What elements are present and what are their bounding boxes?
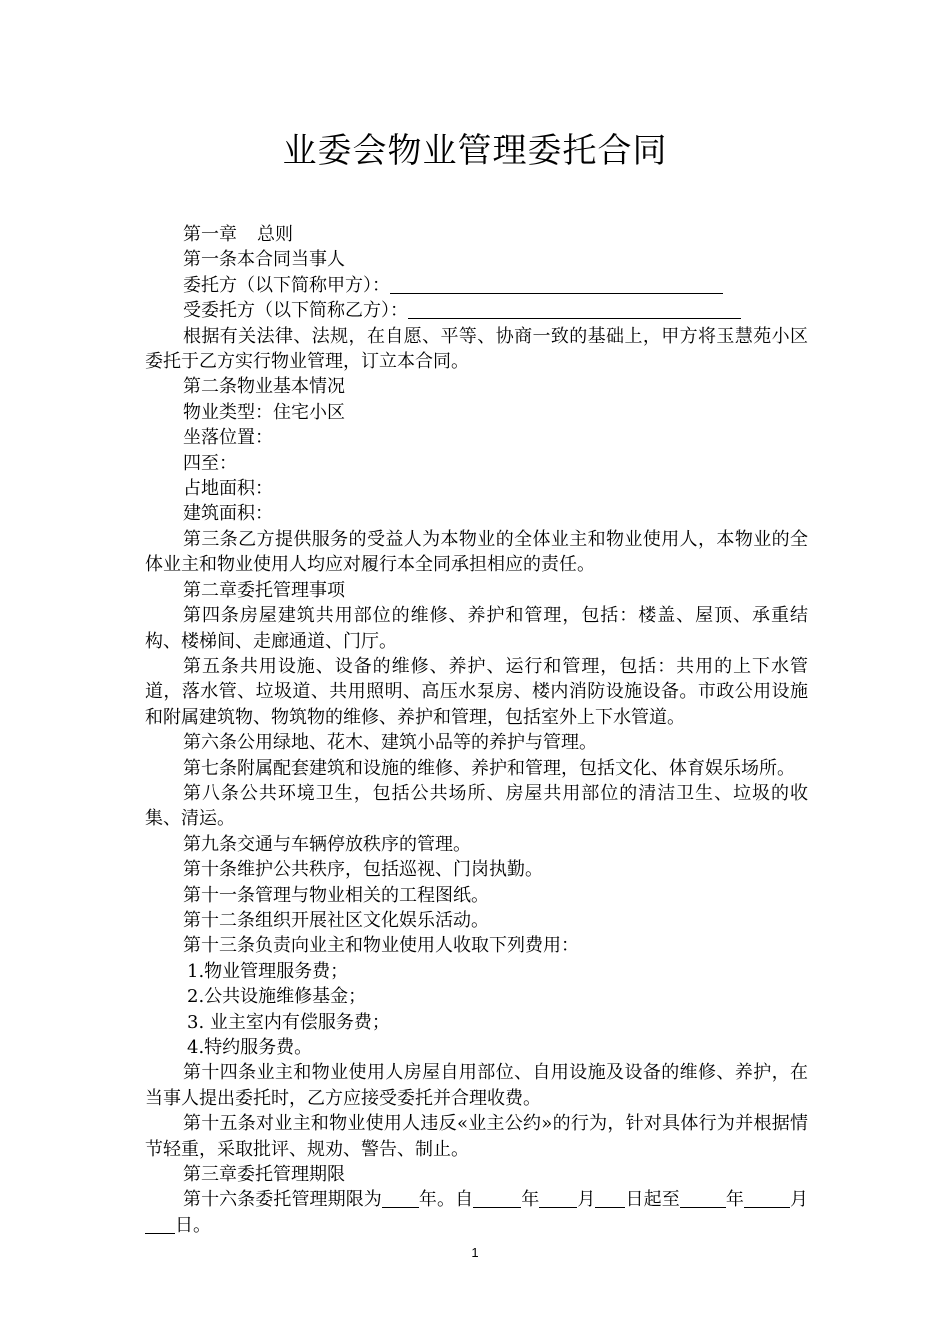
article-16-text-b: 年。自 xyxy=(418,1189,474,1211)
article-5: 第五条共用设施、设备的维修、养护、运行和管理，包括：共用的上下水管道，落水管、垃圾道、共用照明、高压水泵房、楼内消防设施设备。市政公用设施和附属建筑物、物筑物的维修、养护和管理，包括室外上下水管道。 xyxy=(145,655,808,728)
article-3: 第三条乙方提供服务的受益人为本物业的全体业主和物业使用人，本物业的全体业主和物业使用人均应对履行本全同承担相应的责任。 xyxy=(145,528,808,576)
party-b-line xyxy=(145,298,808,323)
article-16-text-e: 日起至 xyxy=(625,1189,680,1211)
article-12: 第十二条组织开展社区文化娱乐活动。 xyxy=(183,909,489,931)
article-7: 第七条附属配套建筑和设施的维修、养护和管理，包括文化、体育娱乐场所。 xyxy=(183,757,795,779)
article-13: 第十三条负责向业主和物业使用人收取下列费用： xyxy=(183,935,579,957)
article-6: 第六条公用绿地、花木、建筑小品等的养护与管理。 xyxy=(183,732,597,754)
boundaries: 四至： xyxy=(183,452,237,474)
document-body xyxy=(145,222,808,1238)
land-area: 占地面积： xyxy=(183,478,273,500)
chapter-3-heading: 第三章委托管理期限 xyxy=(183,1164,345,1186)
article-16-text-a: 第十六条委托管理期限为 xyxy=(183,1189,382,1211)
article-16 xyxy=(145,1187,808,1238)
party-b-label: 受委托方（以下简称乙方）： xyxy=(183,300,408,322)
fee-item-1: 1.物业管理服务费； xyxy=(187,960,349,982)
fee-item-2: 2.公共设施维修基金； xyxy=(187,986,367,1008)
location: 坐落位置： xyxy=(183,427,273,449)
party-a-blank xyxy=(390,275,723,294)
document-title: 业委会物业管理委托合同 xyxy=(282,131,668,171)
article-16-text-h: 日。 xyxy=(175,1214,211,1236)
end-month-blank xyxy=(744,1189,790,1208)
start-year-blank xyxy=(473,1189,521,1208)
end-day-blank xyxy=(145,1215,175,1234)
article-10: 第十条维护公共秩序，包括巡视、门岗执勤。 xyxy=(183,859,543,881)
article-14: 第十四条业主和物业使用人房屋自用部位、自用设施及设备的维修、养护，在当事人提出委托时，乙方应接受委托并合理收费。 xyxy=(145,1062,808,1109)
start-day-blank xyxy=(595,1189,625,1208)
article-16-text-d: 月 xyxy=(577,1189,596,1211)
start-month-blank xyxy=(539,1189,577,1208)
article-2: 第二条物业基本情况 xyxy=(183,376,345,398)
article-4: 第四条房屋建筑共用部位的维修、养护和管理，包括：楼盖、屋顶、承重结构、楼梯间、走廊通道、门厅。 xyxy=(145,605,808,652)
article-15: 第十五条对业主和物业使用人违反«业主公约»的行为，针对具体行为并根据情节轻重，采取批评、规劝、警告、制止。 xyxy=(145,1113,808,1160)
article-9: 第九条交通与车辆停放秩序的管理。 xyxy=(183,833,471,855)
article-1: 第一条本合同当事人 xyxy=(183,249,345,271)
term-years-blank xyxy=(382,1189,419,1208)
party-b-blank xyxy=(408,300,741,319)
intro-paragraph: 根据有关法律、法规，在自愿、平等、协商一致的基础上，甲方将玉慧苑小区委托于乙方实行物业管理，订立本合同。 xyxy=(145,325,808,373)
party-a-line xyxy=(145,273,808,298)
article-16-text-f: 年 xyxy=(725,1189,744,1211)
chapter-1-name: 总则 xyxy=(257,224,293,245)
fee-item-4: 4.特约服务费。 xyxy=(187,1037,313,1058)
building-area: 建筑面积： xyxy=(183,503,273,525)
end-year-blank xyxy=(680,1189,726,1208)
fee-item-3: 3. 业主室内有偿服务费； xyxy=(187,1011,390,1033)
property-type: 物业类型：住宅小区 xyxy=(183,401,345,423)
article-11: 第十一条管理与物业相关的工程图纸。 xyxy=(183,884,489,906)
article-8: 第八条公共环境卫生，包括公共场所、房屋共用部位的清洁卫生、垃圾的收集、清运。 xyxy=(145,782,808,830)
chapter-2-heading: 第二章委托管理事项 xyxy=(183,579,345,601)
page-number: 1 xyxy=(471,1245,479,1260)
article-16-text-c: 年 xyxy=(521,1189,540,1211)
party-a-label: 委托方（以下简称甲方）： xyxy=(183,274,390,296)
chapter-1-heading xyxy=(145,222,808,247)
chapter-1-label: 第一章 xyxy=(183,224,237,245)
article-16-text-g: 月 xyxy=(789,1189,809,1211)
